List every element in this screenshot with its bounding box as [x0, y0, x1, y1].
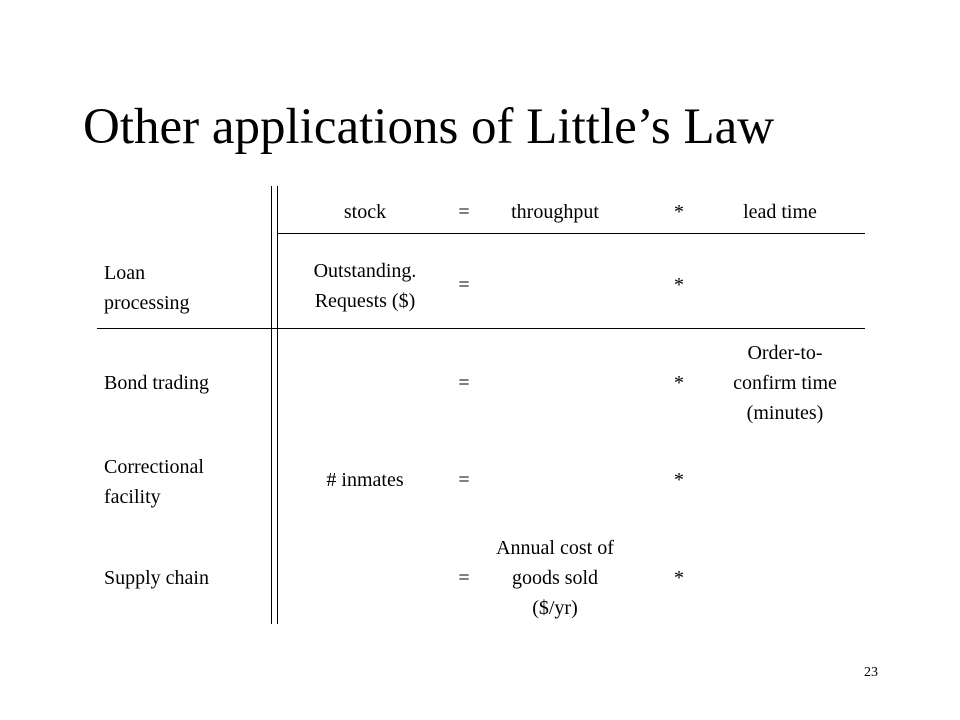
label-line: facility — [104, 486, 161, 508]
header-multiply: * — [674, 201, 684, 223]
row-multiply-correctional-facility: * — [674, 469, 684, 491]
header-equals: = — [458, 201, 470, 223]
row-multiply-loan-processing: * — [674, 274, 684, 296]
label-line: Correctional — [104, 456, 204, 478]
slide-title: Other applications of Little’s Law — [83, 99, 775, 155]
stock-line: Outstanding. — [313, 260, 417, 282]
throughput-line: ($/yr) — [532, 597, 578, 619]
header-throughput: throughput — [511, 201, 599, 223]
row-label-supply-chain: Supply chain — [104, 567, 209, 589]
lead-time-line: (minutes) — [746, 402, 824, 424]
row-equals-correctional-facility: = — [458, 469, 470, 491]
row-equals-supply-chain: = — [458, 567, 470, 589]
row-equals-bond-trading: = — [458, 372, 470, 394]
header-lead-time: lead time — [743, 201, 817, 223]
stock-line: Requests ($) — [314, 290, 416, 312]
lead-time-line: Order-to- — [747, 342, 823, 364]
header-stock: stock — [343, 201, 387, 223]
row-label-bond-trading: Bond trading — [104, 372, 209, 394]
row-lead-time-bond-trading — [700, 338, 870, 428]
row-label-loan-processing — [104, 258, 190, 318]
label-line: processing — [104, 292, 190, 314]
header-rule — [277, 233, 865, 234]
row-stock-correctional-facility: # inmates — [326, 469, 404, 491]
row-multiply-bond-trading: * — [674, 372, 684, 394]
lead-time-line: confirm time — [733, 372, 837, 394]
throughput-line: Annual cost of — [496, 537, 614, 559]
row-multiply-supply-chain: * — [674, 567, 684, 589]
label-line: Loan — [104, 262, 146, 284]
vertical-divider-left — [271, 186, 272, 624]
row-label-correctional-facility — [104, 452, 204, 512]
vertical-divider-right — [277, 186, 278, 624]
row-throughput-supply-chain — [480, 533, 630, 623]
row-equals-loan-processing: = — [458, 274, 470, 296]
row-rule — [97, 328, 865, 329]
page-number: 23 — [864, 665, 878, 680]
row-stock-loan-processing — [280, 256, 450, 316]
throughput-line: goods sold — [511, 567, 599, 589]
